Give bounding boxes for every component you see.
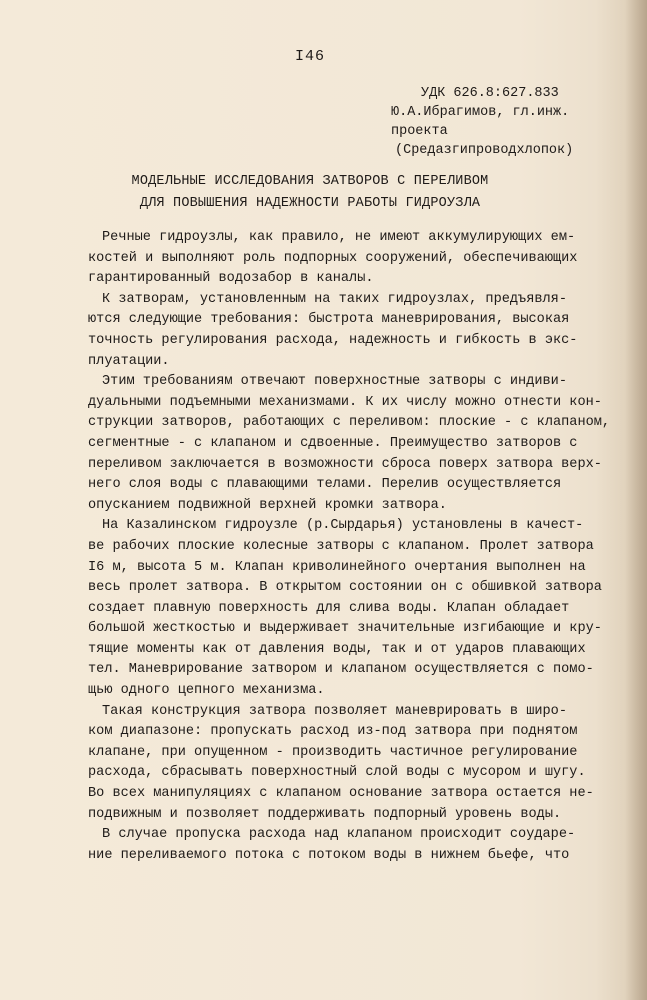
text-line: дуальными подъемными механизмами. К их числу можно отнести кон-	[88, 394, 602, 410]
text-line: Во всех манипуляциях с клапаном основание затвора остается не-	[88, 786, 594, 802]
text-line: К затворам, установленным на таких гидроузлах, предъявля-	[102, 291, 567, 307]
text-line: клапане, при опущенном - производить частичное регулирование	[88, 744, 578, 760]
article-body	[88, 228, 611, 866]
text-line: гарантированный водозабор в каналы.	[88, 271, 374, 287]
author-name: Ю.А.Ибрагимов, гл.инж.	[391, 105, 570, 120]
text-line: точность регулирования расхода, надежность и гибкость в экс-	[88, 332, 578, 348]
title-line: МОДЕЛЬНЫЕ ИССЛЕДОВАНИЯ ЗАТВОРОВ С ПЕРЕЛИВОМ	[131, 174, 489, 189]
text-line: ются следующие требования: быстрота маневрирования, высокая	[88, 312, 570, 328]
text-line: расхода, сбрасывать поверхностный слой воды с мусором и шугу.	[88, 765, 586, 781]
text-line: него слоя воды с плавающими телами. Перелив осуществляется	[88, 477, 562, 493]
text-line: создает плавную поверхность для слива воды. Клапан обладает	[88, 600, 570, 616]
author-organization: (Средазгипроводхлопок)	[395, 143, 574, 158]
text-line: Этим требованиям отвечают поверхностные затворы с индиви-	[102, 374, 567, 390]
book-spine-shadow	[625, 0, 647, 1000]
text-line: подвижным и позволяет поддерживать подпорный уровень воды.	[88, 806, 562, 822]
text-line: На Казалинском гидроузле (р.Сырдарья) установлены в качест-	[102, 518, 584, 534]
text-line: тел. Маневрирование затвором и клапаном осуществляется с помо-	[88, 662, 594, 678]
title-line: ДЛЯ ПОВЫШЕНИЯ НАДЕЖНОСТИ РАБОТЫ ГИДРОУЗЛА	[139, 196, 481, 211]
text-line: плуатации.	[88, 353, 170, 369]
text-line: опусканием подвижной верхней кромки затвора.	[88, 497, 447, 513]
text-line: сегментные - с клапаном и сдвоенные. Преимущество затворов с	[88, 435, 578, 451]
text-line: костей и выполняют роль подпорных сооружений, обеспечивающих	[88, 250, 578, 266]
text-line: ве рабочих плоские колесные затворы с клапаном. Пролет затвора	[88, 538, 594, 554]
text-line: струкции затворов, работающих с переливом: плоские - с клапаном,	[88, 415, 611, 431]
text-line: Речные гидроузлы, как правило, не имеют аккумулирующих ем-	[102, 230, 576, 245]
text-line: I6 м, высота 5 м. Клапан криволинейного очертания выполнен на	[88, 559, 586, 575]
text-line: В случае пропуска расхода над клапаном происходит соударе-	[102, 827, 576, 843]
text-line: большой жесткостью и выдерживает значительные изгибающие и кру-	[88, 621, 602, 637]
text-line: щью одного цепного механизма.	[88, 683, 325, 699]
text-line: тящие моменты как от давления воды, так и от ударов плавающих	[88, 641, 586, 657]
text-line: ком диапазоне: пропускать расход из-под затвора при поднятом	[88, 724, 578, 740]
author-position: проекта	[391, 124, 448, 139]
text-line: Такая конструкция затвора позволяет маневрировать в широ-	[102, 703, 567, 719]
article-title	[0, 171, 620, 215]
udc-code: УДК 626.8:627.833	[421, 86, 559, 101]
text-line: весь пролет затвора. В открытом состоянии он с обшивкой затвора	[88, 580, 602, 596]
text-line: ние переливаемого потока с потоком воды в нижнем бьефе, что	[88, 847, 570, 863]
text-line: переливом заключается в возможности сброса поверх затвора верх-	[88, 456, 602, 472]
page-number: I46	[294, 48, 325, 65]
document-metadata	[391, 84, 573, 160]
